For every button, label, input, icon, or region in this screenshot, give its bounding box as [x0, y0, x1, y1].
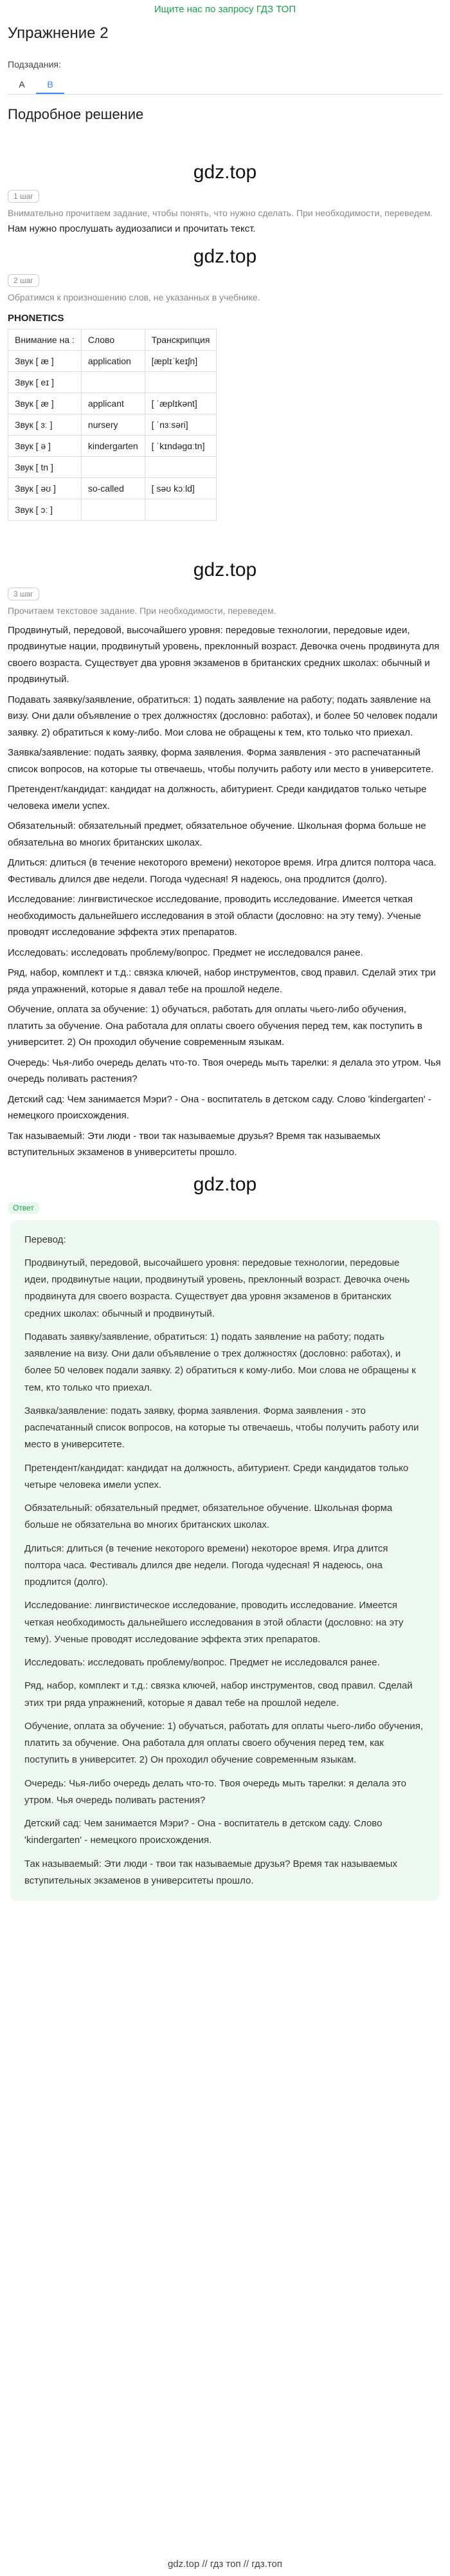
answer-paragraph: Обучение, оплата за обучение: 1) обучаться, работать для оплаты чьего-либо обучения, платить за обучение. Она работала для оплаты своего обучения перед тем, как поступить в университет. 2) Он проходил обучение современным языкам. [24, 1720, 424, 1766]
answer-paragraph: Так называемый: Эти люди - твои так называемые друзья? Время так называемых вступительных экзаменов в университеты прошло. [24, 1858, 397, 1886]
step-badge: 1 шаг [8, 190, 39, 203]
top-banner [0, 0, 450, 18]
answer-paragraph: Очередь: Чья-либо очередь делать что-то. Твоя очередь мыть тарелки: я делала это утром. Чья очередь поливать растения? [24, 1777, 406, 1806]
watermark: gdz.top [193, 246, 257, 268]
table-row [8, 499, 217, 520]
step-instruction: Внимательно прочитаем задание, чтобы понять, что нужно сделать. При необходимости, переведем. [8, 208, 433, 218]
answer-paragraph: Исследовать: исследовать проблему/вопрос. Предмет не исследовался ранее. [24, 1657, 380, 1669]
answer-section [8, 1202, 442, 1214]
table-row [8, 393, 217, 414]
table-row [8, 414, 217, 435]
watermark: gdz.top [193, 162, 257, 183]
table-cell: Звук [ ɔː ] [8, 499, 82, 520]
table-cell: Звук [ tn ] [8, 456, 82, 477]
text-paragraph: Длиться: длиться (в течение некоторого времени) некоторое время. Игра длится полтора часа. Фестиваль длился две недели. Погода чудесная! Я надеюсь, она продлится (долго). [8, 857, 437, 885]
table-cell: so-called [81, 477, 145, 499]
subtab-a[interactable]: A [19, 79, 25, 89]
watermark: gdz.top [193, 1173, 257, 1195]
table-cell [81, 371, 145, 393]
col-header: Внимание на : [8, 329, 82, 350]
table-cell: Звук [ əʊ ] [8, 477, 82, 499]
answer-paragraph: Детский сад: Чем занимается Мэри? - Она - воспитатель в детском саду. Слово 'kindergarten' - немецкого происхождения. [24, 1818, 382, 1846]
subtabs-divider [8, 94, 442, 95]
answer-paragraph: Продвинутый, передовой, высочайшего уровня: передовые технологии, передовые идеи, продвинутые нации, продвинутый уровень, преклонный возраст. Девочка очень продвинута для своего возраста. Существует два уровня экзаменов в британских средних школах: обычный и продвинутый. [24, 1257, 410, 1319]
subtask-tabs [8, 76, 450, 94]
table-cell: Звук [ æ ] [8, 350, 82, 371]
step-3 [8, 588, 442, 1161]
table-cell [145, 456, 217, 477]
table-cell [145, 499, 217, 520]
table-cell: applicant [81, 393, 145, 414]
answer-paragraph: Длиться: длиться (в течение некоторого времени) некоторое время. Игра длится полтора часа. Фестиваль длился две недели. Погода чудесная! Я надеюсь, она продлится (долго). [24, 1543, 388, 1588]
table-cell: [ ˈnɜːsəri] [145, 414, 217, 435]
table-cell [145, 371, 217, 393]
table-cell: [ ˈæplɪkənt] [145, 393, 217, 414]
table-cell: Звук [ ɜː ] [8, 414, 82, 435]
col-header: Транскрипция [145, 329, 217, 350]
table-cell [81, 499, 145, 520]
watermark: gdz.top [193, 559, 257, 580]
subtasks-label: Подзадания: [8, 59, 61, 69]
answer-box [10, 1220, 440, 1902]
table-cell: Звук [ ə ] [8, 435, 82, 456]
step-2 [8, 274, 442, 305]
table-cell: [ səʊ kɔːld] [145, 477, 217, 499]
table-cell: kindergarten [81, 435, 145, 456]
footer: gdz.top // гдз топ // гдз.топ [167, 2559, 283, 2570]
table-row [8, 456, 217, 477]
text-paragraph: Ряд, набор, комплект и т.д.: связка ключей, набор инструментов, свод правил. Сделай этих три ряда упражнений, которые я давал тебе на прошлой неделе. [8, 967, 436, 995]
answer-paragraph: Исследование: лингвистическое исследование, проводить исследование. Имеется четкая необходимость дальнейшего исследования в этой области (дословно: на эту тему). Ученые проводят исследование эффекта этих препаратов. [24, 1600, 404, 1645]
subtab-b[interactable]: B [36, 76, 64, 94]
phonetics-table [8, 329, 217, 521]
table-row [8, 477, 217, 499]
answer-paragraph: Претендент/кандидат: кандидат на должность, абитуриент. Среди кандидатов только четыре человека имели успех. [24, 1462, 409, 1490]
text-paragraph: Исследование: лингвистическое исследование, проводить исследование. Имеется четкая необходимость дальнейшего исследования в этой области (дословно: на эту тему). Ученые проводят исследование эффекта этих препаратов. [8, 894, 421, 938]
answer-paragraph: Ряд, набор, комплект и т.д.: связка ключей, набор инструментов, свод правил. Сделай этих три ряда упражнений, которые я давал тебе на прошлой неделе. [24, 1680, 413, 1709]
step-text [8, 622, 442, 1161]
text-paragraph: Подавать заявку/заявление, обратиться: 1) подать заявление на работу; подать заявление на визу. Они дали объявление о трех должностях (дословно: работах), и более 50 человек подали заявку. 2) обратиться к кому-либо. Мои слова не обращены к тем, кто только что приехал. [8, 694, 438, 738]
top-search-link[interactable]: Ищите нас по запросу ГДЗ ТОП [154, 3, 296, 15]
table-row [8, 371, 217, 393]
table-cell: application [81, 350, 145, 371]
table-header-row [8, 329, 217, 350]
answer-paragraph: Обязательный: обязательный предмет, обязательное обучение. Школьная форма больше не обязательна во многих британских школах. [24, 1503, 393, 1531]
answer-badge: Ответ [8, 1202, 39, 1214]
text-paragraph: Детский сад: Чем занимается Мэри? - Она - воспитатель в детском саду. Слово 'kindergarten' - немецкого происхождения. [8, 1093, 431, 1122]
step-badge: 3 шаг [8, 588, 39, 600]
table-row [8, 435, 217, 456]
text-paragraph: Исследовать: исследовать проблему/вопрос. Предмет не исследовался ранее. [8, 947, 363, 958]
step-instruction: Обратимся к произношению слов, не указанных в учебнике. [8, 292, 260, 303]
text-paragraph: Заявка/заявление: подать заявку, форма заявления. Форма заявления - это распечатанный список вопросов, на которые ты отвечаешь, чтобы получить работу или место в университете. [8, 747, 434, 775]
table-cell: [ ˈkɪndəɡɑːtn] [145, 435, 217, 456]
step-text: Нам нужно прослушать аудиозаписи и прочитать текст. [8, 223, 256, 234]
text-paragraph: Продвинутый, передовой, высочайшего уровня: передовые технологии, передовые идеи, продвинутые нации, продвинутый уровень, преклонный возраст. Девочка очень продвинута для своего возраста. Существует два уровня экзаменов в британских средних школах: обычный и продвинутый. [8, 624, 440, 685]
table-cell: nursery [81, 414, 145, 435]
table-cell: Звук [ eɪ ] [8, 371, 82, 393]
page-title: Упражнение 2 [8, 24, 109, 42]
table-cell: [æplɪˈkeɪʃn] [145, 350, 217, 371]
step-1 [8, 190, 442, 237]
table-cell: Звук [ æ ] [8, 393, 82, 414]
step-badge: 2 шаг [8, 274, 39, 287]
solution-title: Подробное решение [8, 106, 144, 122]
table-row [8, 350, 217, 371]
text-paragraph: Обязательный: обязательный предмет, обязательное обучение. Школьная форма больше не обязательна во многих британских школах. [8, 820, 426, 848]
text-paragraph: Очередь: Чья-либо очередь делать что-то. Твоя очередь мыть тарелки: я делала это утром. Чья очередь поливать растения? [8, 1057, 441, 1085]
table-cell [81, 456, 145, 477]
text-paragraph: Обучение, оплата за обучение: 1) обучаться, работать для оплаты чьего-либо обучения, платить за обучение. Она работала для оплаты своего обучения перед тем, как поступить в университет. 2) Он проходил обучение современным языкам. [8, 1004, 422, 1048]
answer-paragraph: Подавать заявку/заявление, обратиться: 1) подать заявление на работу; подать заявление на визу. Они дали объявление о трех должностях (дословно: работах), и более 50 человек подали заявку. 2) обратиться к кому-либо. Мои слова не обращены к тем, кто только что приехал. [24, 1331, 416, 1393]
text-paragraph: Так называемый: Эти люди - твои так называемые друзья? Время так называемых вступительных экзаменов в университеты прошло. [8, 1130, 381, 1158]
step-instruction: Прочитаем текстовое задание. При необходимости, переведем. [8, 605, 276, 616]
col-header: Слово [81, 329, 145, 350]
answer-intro: Перевод: [24, 1234, 66, 1245]
text-paragraph: Претендент/кандидат: кандидат на должность, абитуриент. Среди кандидатов только четыре человека имели успех. [8, 784, 427, 811]
answer-paragraph: Заявка/заявление: подать заявку, форма заявления. Форма заявления - это распечатанный список вопросов, на которые ты отвечаешь, чтобы получить работу или место в университете. [24, 1405, 419, 1450]
phonetics-title: PHONETICS [8, 312, 64, 324]
